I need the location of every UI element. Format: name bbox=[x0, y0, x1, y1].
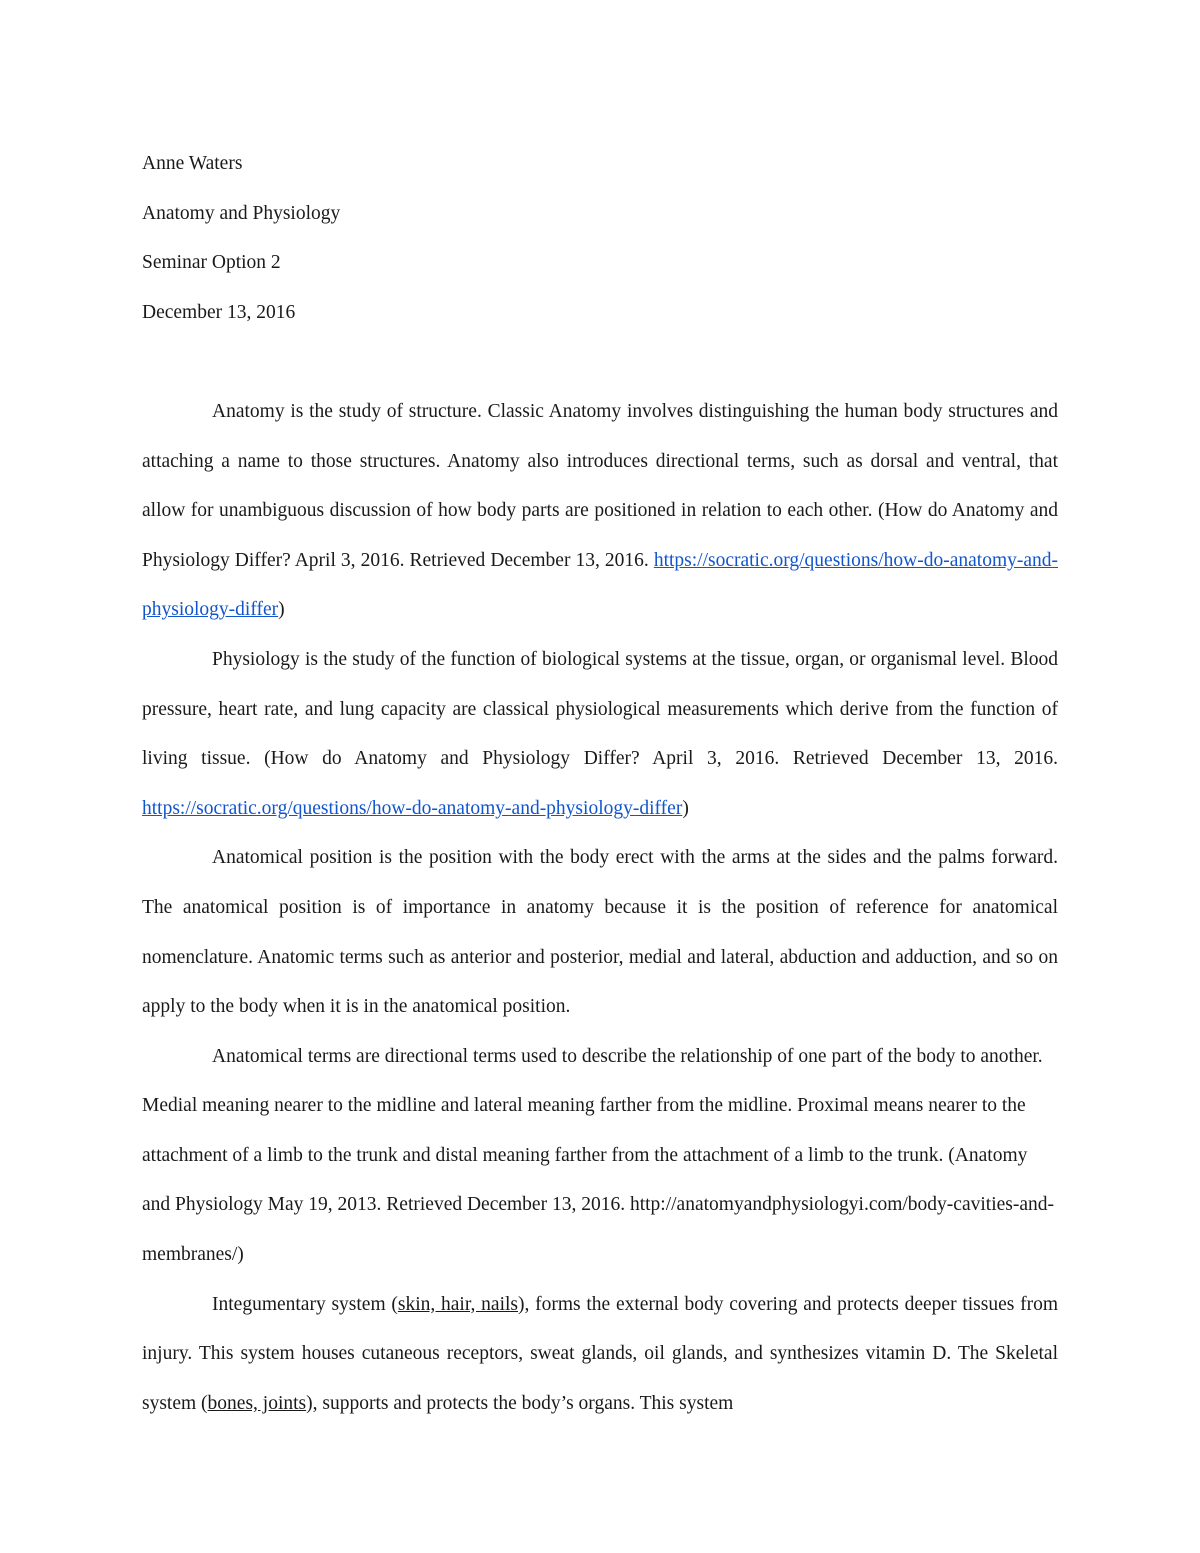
paragraph-body-systems-text-3: ), supports and protects the body’s organs. This system bbox=[306, 1392, 734, 1414]
socratic-link[interactable]: https://socratic.org/questions/how-do-anatomy-and-physiology-differ bbox=[142, 549, 1058, 621]
paragraph-physiology-close: ) bbox=[682, 797, 689, 819]
paragraph-anatomical-position: Anatomical position is the position with the body erect with the arms at the sides and the palms forward. The anatomical position is of importance in anatomy because it is the position of reference for anatomical nomenclature. Anatomic terms such as anterior and posterior, medial and lateral, abduction and adduction, and so on apply to the body when it is in the anatomical position. bbox=[142, 847, 1058, 1018]
header-block bbox=[142, 139, 1058, 337]
paragraph-body-systems-text-2: ), forms the external body covering and protects deeper tissues from injury. This system houses cutaneous receptors, sweat glands, oil glands, and synthesizes vitamin D. The Skeletal system ( bbox=[142, 1293, 1058, 1414]
socratic-link[interactable]: https://socratic.org/questions/how-do-anatomy-and-physiology-differ bbox=[142, 797, 683, 819]
skeletal-terms: bones, joints bbox=[207, 1392, 307, 1414]
paragraph-anatomical-terms: Anatomical terms are directional terms used to describe the relationship of one part of the body to another. Medial meaning nearer to the midline and lateral meaning farther from the midline. Proximal means nearer to the attachment of a limb to the trunk and distal meaning farther from the attachment of a limb to the trunk. (Anatomy and Physiology May 19, 2013. Retrieved December 13, 2016. http://anatomyandphysiologyi.com/body-cavities-and-membranes/) bbox=[142, 1045, 1054, 1266]
paragraph-physiology bbox=[142, 635, 1058, 833]
course-name: Anatomy and Physiology bbox=[142, 202, 341, 224]
assignment-title: Seminar Option 2 bbox=[142, 252, 281, 274]
document-date: December 13, 2016 bbox=[142, 301, 296, 323]
paragraph-anatomy bbox=[142, 387, 1058, 635]
document-body bbox=[142, 139, 1058, 1428]
integumentary-terms: skin, hair, nails bbox=[397, 1293, 519, 1315]
paragraph-body-systems bbox=[142, 1280, 1058, 1429]
paragraph-anatomy-text: Anatomy is the study of structure. Classic Anatomy involves distinguishing the human body structures and attaching a name to those structures. Anatomy also introduces directional terms, such as dorsal and ventral, that allow for unambiguous discussion of how body parts are positioned in relation to each other. (How do Anatomy and Physiology Differ? April 3, 2016. Retrieved December 13, 2016. bbox=[142, 400, 1058, 571]
paragraph-physiology-text: Physiology is the study of the function of biological systems at the tissue, organ, or organismal level. Blood pressure, heart rate, and lung capacity are classical physiological measurements which derive from the function of living tissue. (How do Anatomy and Physiology Differ? April 3, 2016. Retrieved December 13, 2016. bbox=[142, 648, 1058, 770]
author-name: Anne Waters bbox=[142, 153, 243, 174]
paragraph-body-systems-text-1: Integumentary system ( bbox=[212, 1293, 398, 1315]
paragraph-anatomy-close: ) bbox=[278, 599, 285, 621]
